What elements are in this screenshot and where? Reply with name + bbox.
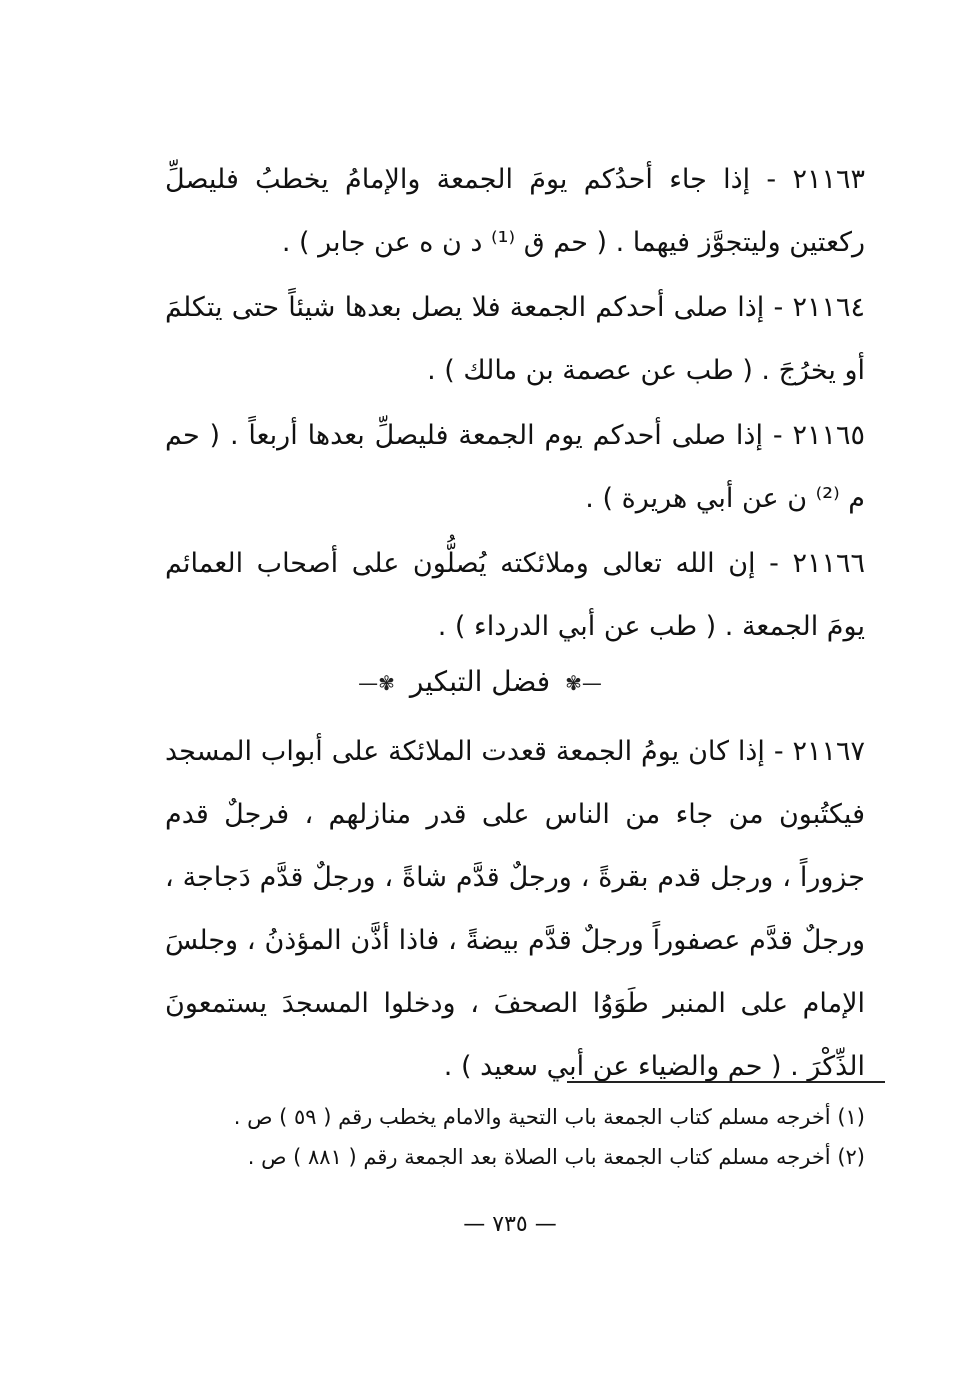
hadith-entry [165,532,865,658]
footnote: (٢) أخرجه مسلم كتاب الجمعة باب الصلاة بعد الجمعة رقم ( ٨٨١ ) ص . [247,1145,865,1169]
section-title: فضل التبكير [409,665,551,698]
section-heading [330,662,630,703]
hadith-entry [165,404,865,530]
hadith-number: ٢١١٦٦ [792,548,865,579]
hadith-text: إذا جاء أحدُكم يومَ الجمعة والإمامُ يخطبُ فليصلِّ ركعتين وليتجوَّز فيهما . ( حم ق ⁽¹⁾ د ن ه عن جابر ) . [165,164,865,258]
dash-separator: - [762,420,783,451]
hadith-text: إذا صلى أحدكم الجمعة فلا يصل بعدها شيئاً حتى يتكلمَ أو يخرُجَ . ( طب عن عصمة بن مالك ) . [165,292,865,386]
ornament-icon: ✾— [358,671,395,695]
footnote: (١) أخرجه مسلم كتاب الجمعة باب التحية والامام يخطب رقم ( ٥٩ ) ص . [233,1105,865,1129]
dash-separator: - [755,548,779,579]
hadith-number: ٢١١٦٣ [792,164,865,195]
dash-separator: - [764,292,784,323]
hadith-number: ٢١١٦٥ [792,420,865,451]
dash-separator: - [750,164,777,195]
page-number: — ٧٣٥ — [463,1212,557,1237]
hadith-text: إن الله تعالى وملائكته يُصلُّون على أصحاب العمائم يومَ الجمعة . ( طب عن أبي الدرداء ) . [165,548,865,642]
hadith-text: إذا كان يومُ الجمعة قعدت الملائكة على أبواب المسجد فيكتُبون من جاء من الناس على قدر منازلهم ، فرجلٌ قدم جزوراً ، ورجل قدم بقرةً ، ورجلٌ قدَّم شاةً ، ورجلٌ قدَّم دَجاجة ، ورجلٌ قدَّم عصفوراً ورجلٌ قدَّم بيضةً ، فاذا أذَّن المؤذنُ ، وجلسَ الإمام على المنبر طَوَوُا الصحفَ ، ودخلوا المسجدَ يستمعونَ الذِّكْرَ . ( حم والضياء عن أبي سعيد ) . [165,736,865,1082]
ornament-icon: —✾ [565,671,602,695]
hadith-number: ٢١١٦٧ [792,736,866,767]
hadith-text: إذا صلى أحدكم يوم الجمعة فليصلِّ بعدها أربعاً . ( حم م ⁽²⁾ ن عن أبي هريرة ) . [165,420,865,514]
footnotes [175,1097,865,1177]
hadith-entry [165,276,865,402]
hadith-number: ٢١١٦٤ [792,292,865,323]
hadith-entry [165,148,865,274]
footnote-divider [567,1081,885,1083]
hadith-entry [165,720,865,1098]
dash-separator: - [764,736,784,767]
